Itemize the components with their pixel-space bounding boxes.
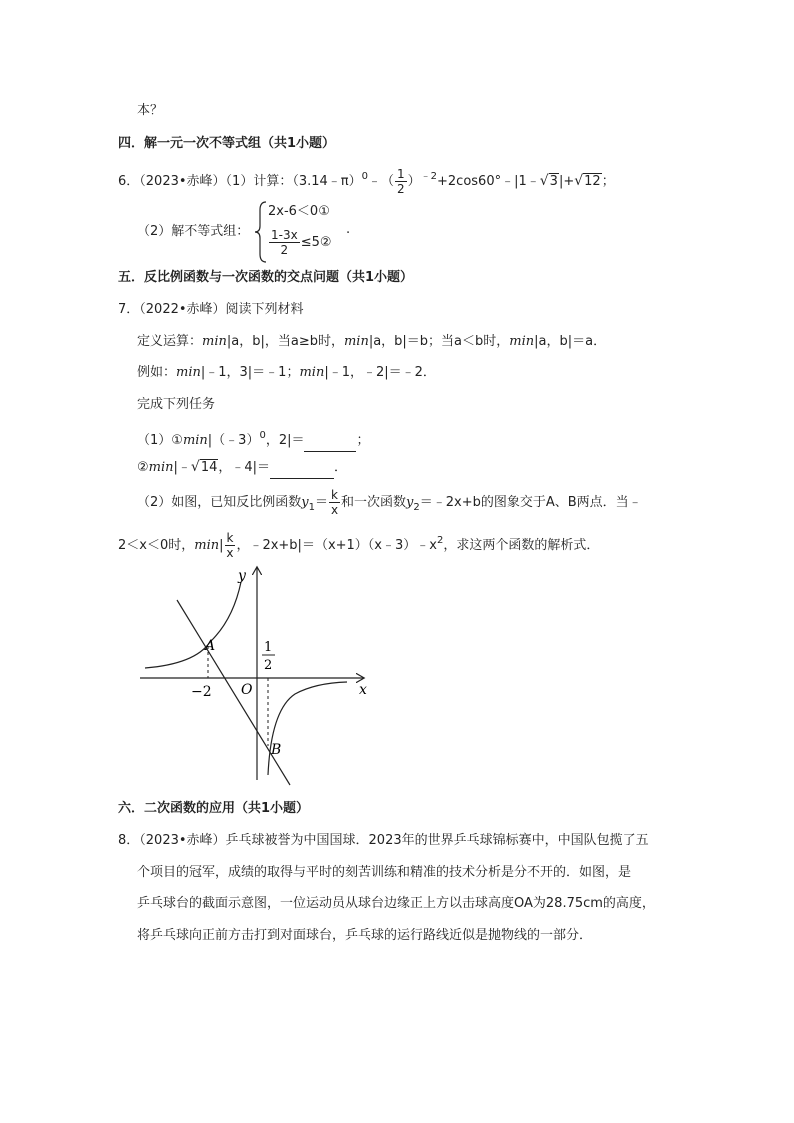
numerator: k	[331, 488, 338, 502]
denominator: x	[226, 546, 234, 560]
text: |﹣	[173, 460, 191, 475]
section-heading: 五．反比例函数与一次函数的交点问题（共1小题）	[118, 270, 414, 285]
text: |﹣1，3|＝﹣1；	[200, 365, 300, 380]
question-source: （2023•赤峰）	[139, 174, 226, 189]
text: ，求这两个函数的解析式．	[443, 538, 600, 553]
text: 阅读下列材料	[225, 302, 304, 317]
question-8-line: 个项目的冠军，成绩的取得与平时的刻苦训练和精准的技术分析是分不开的．如图，是	[137, 865, 632, 880]
point-b-label: B	[271, 742, 282, 758]
period: .	[346, 222, 351, 237]
text: +2cos60°﹣|1﹣	[437, 174, 540, 189]
text: min	[509, 334, 535, 349]
subscript: 1	[308, 502, 316, 513]
sqrt-icon: √	[574, 173, 584, 189]
text: y	[301, 495, 309, 510]
text: ＝﹣2x+b的图象交于A、B两点．当﹣	[419, 495, 642, 510]
text: 2＜x＜0时，	[118, 538, 195, 553]
point-a-label: A	[205, 638, 216, 654]
text: 和一次函数	[340, 495, 406, 510]
text: min	[182, 433, 208, 448]
definition-line	[137, 332, 606, 352]
fraction-one-half	[395, 167, 407, 196]
text: |a，b|＝b；当a＜b时，	[368, 334, 510, 349]
text: min	[148, 460, 174, 475]
part-2-line-2	[118, 531, 599, 560]
question-7-header	[118, 300, 304, 320]
example-line	[137, 363, 436, 383]
tick-label-half-denominator: 2	[264, 658, 273, 673]
denominator: 2	[280, 243, 289, 257]
radicand: 3	[549, 174, 558, 189]
exponent: 0	[361, 171, 368, 182]
sqrt-icon: √	[539, 173, 549, 189]
text: ≤5②	[300, 235, 332, 250]
task-heading: 完成下列任务	[137, 397, 216, 412]
radicand: 14	[200, 460, 218, 475]
text: 例如：	[137, 365, 177, 380]
question-6-part-1	[118, 167, 615, 196]
text: |a，b|，当a≥b时，	[226, 334, 344, 349]
inequality-1: 2x-6＜0①	[268, 204, 330, 219]
denominator: x	[330, 503, 339, 517]
text: |+	[558, 174, 575, 189]
section-heading: 四．解一元一次不等式组（共1小题）	[118, 136, 336, 151]
text: ，2|＝	[265, 433, 305, 448]
text: |a，b|＝a．	[534, 334, 607, 349]
tick-label-neg2: −2	[191, 684, 212, 700]
subscript: 2	[413, 502, 420, 513]
text: min	[299, 365, 325, 380]
text: |﹣1，﹣2|＝﹣2．	[324, 365, 436, 380]
part-2-line-1	[137, 488, 642, 518]
text: ；	[601, 174, 615, 189]
answer-blank[interactable]	[270, 458, 334, 479]
exponent: 0	[259, 430, 266, 441]
exponent: 2	[436, 535, 444, 546]
text: ，﹣2x+b|＝（x+1）（x﹣3）﹣x	[236, 538, 437, 553]
text: （1）计算：（3.14﹣π）	[225, 174, 362, 189]
x-axis-label: x	[359, 682, 367, 698]
inequality-2	[268, 228, 332, 257]
denominator: 2	[396, 182, 405, 196]
task-1	[137, 426, 370, 452]
origin-label: O	[241, 682, 253, 698]
text: min	[194, 538, 220, 553]
numerator: k	[226, 531, 234, 545]
hyperbola-branch-left	[145, 582, 241, 668]
task-2	[137, 457, 347, 479]
exponent: ﹣2	[420, 171, 438, 182]
numerator: 1-3x	[271, 228, 298, 242]
question-8-line: 乒乓球台的截面示意图，一位运动员从球台边缘正上方以击球高度OA为28.75cm的高度，	[137, 896, 655, 911]
text: （1）①	[137, 433, 183, 448]
radicand: 12	[584, 174, 601, 189]
text: 定义运算：	[137, 334, 203, 349]
fraction-k-over-x	[329, 488, 340, 517]
text: ；	[356, 433, 370, 448]
answer-blank[interactable]	[304, 431, 356, 452]
question-8-line: 8．（2023•赤峰）乒乓球被誉为中国国球．2023年的世界乒乓球锦标赛中，中国队包揽了五	[118, 833, 649, 848]
text: min	[202, 334, 227, 349]
y-axis-label: y	[238, 568, 246, 584]
text: ﹣（	[367, 174, 394, 189]
text: |（﹣3）	[207, 433, 260, 448]
text: min	[343, 334, 369, 349]
function-graph	[135, 560, 375, 792]
question-8-line: 将乒乓球向正前方击打到对面球台，乒乓球的运行路线近似是抛物线的一部分．	[137, 928, 593, 943]
text: |	[219, 538, 224, 553]
numerator: 1	[396, 167, 405, 181]
fraction-k-over-x	[225, 531, 236, 560]
text: ，﹣4|＝	[218, 460, 271, 475]
question-6-part-2-label: （2）解不等式组：	[137, 224, 250, 239]
text: （2）如图，已知反比例函数	[137, 495, 302, 510]
section-heading: 六．二次函数的应用（共1小题）	[118, 801, 310, 816]
hyperbola-branch-right	[268, 682, 347, 775]
text: y	[406, 495, 414, 510]
text: ．	[334, 460, 348, 475]
sqrt-icon: √	[190, 459, 200, 475]
text: ）	[407, 174, 421, 189]
question-number: 7．	[118, 302, 140, 317]
text: ＝	[315, 495, 329, 510]
fraction	[269, 228, 300, 257]
text: min	[176, 365, 201, 380]
question-number: 6．	[118, 174, 140, 189]
question-source: （2022•赤峰）	[139, 302, 226, 317]
text-line: 本？	[137, 103, 164, 118]
tick-label-half-numerator: 1	[264, 640, 273, 655]
inequality-brace-icon	[254, 200, 268, 268]
text: ②	[137, 460, 149, 475]
